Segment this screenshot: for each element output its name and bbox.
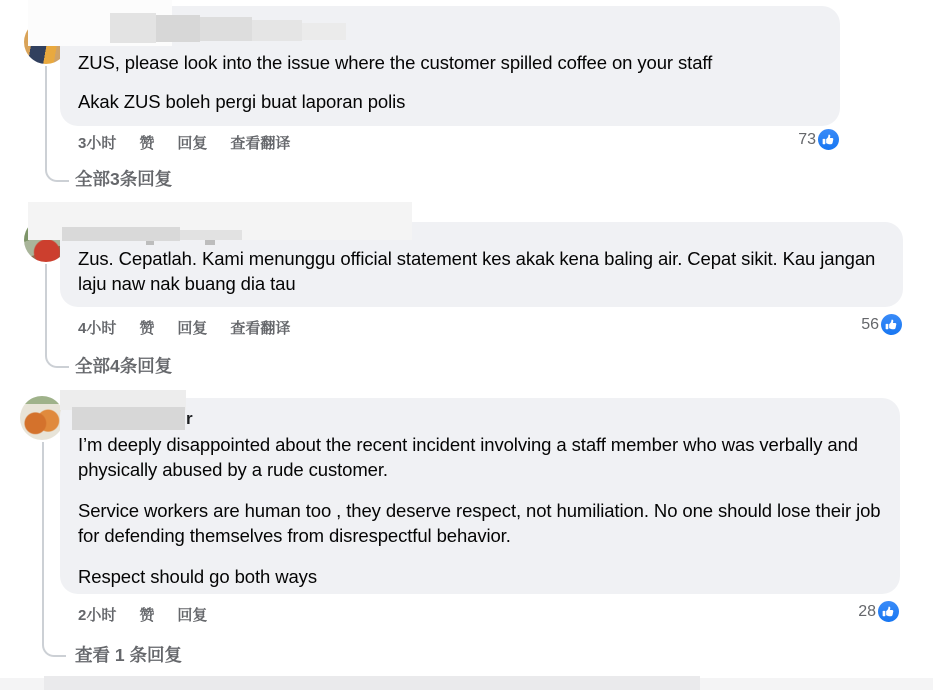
name-redaction-block <box>62 227 180 241</box>
thumbs-up-icon <box>880 313 903 336</box>
like-count: 28 <box>858 602 876 620</box>
thumbs-up-icon <box>817 128 840 151</box>
like-count: 56 <box>861 315 879 333</box>
reply-action[interactable]: 回复 <box>177 135 208 152</box>
comment-bubble <box>60 398 900 594</box>
see-translation-action[interactable]: 查看翻译 <box>230 135 291 152</box>
name-redaction-block <box>180 230 242 240</box>
next-element-cutoff <box>44 676 700 690</box>
reaction-counter[interactable] <box>861 313 903 336</box>
comment-meta-row <box>78 604 900 625</box>
timestamp-link[interactable]: 3小时 <box>78 135 117 152</box>
name-residue-mark <box>205 240 215 245</box>
thumbs-up-icon <box>877 600 900 623</box>
like-action[interactable]: 赞 <box>139 607 155 624</box>
timestamp-link[interactable]: 4小时 <box>78 320 117 337</box>
comment-text: ZUS, please look into the issue where the customer spilled coffee on your staff <box>78 52 713 73</box>
comment-meta-row <box>78 132 840 153</box>
name-redaction-block <box>110 13 156 43</box>
comment-text: Zus. Cepatlah. Kami menunggu official statement kes akak kena baling air. Cepat sikit. Kau jangan laju naw nak buang dia tau <box>78 248 876 294</box>
like-action[interactable]: 赞 <box>139 135 155 152</box>
reply-action[interactable]: 回复 <box>177 607 208 624</box>
comment-text: Service workers are human too , they deserve respect, not humiliation. No one should lose their job for defending themselves from disrespectful behavior. <box>78 500 881 546</box>
timestamp-link[interactable]: 2小时 <box>78 607 117 624</box>
name-redaction-block <box>200 17 252 41</box>
like-count: 73 <box>798 130 816 148</box>
view-replies-link[interactable]: 全部4条回复 <box>75 356 173 376</box>
commenter-name-row <box>78 406 882 432</box>
view-replies-link[interactable]: 全部3条回复 <box>75 169 173 189</box>
reaction-counter[interactable] <box>858 600 900 623</box>
comment-text: Respect should go both ways <box>78 566 317 587</box>
reply-action[interactable]: 回复 <box>177 320 208 337</box>
view-replies-link[interactable]: 查看 1 条回复 <box>75 645 182 665</box>
see-translation-action[interactable]: 查看翻译 <box>230 320 291 337</box>
comment-meta-row <box>78 317 903 338</box>
name-residue-mark <box>146 241 154 245</box>
reaction-counter[interactable] <box>798 128 840 151</box>
commenter-name-fragment[interactable]: r <box>186 409 193 428</box>
name-redaction-block <box>302 23 346 40</box>
comment-text: I’m deeply disappointed about the recent incident involving a staff member who was verbally and physically abused by a rude customer. <box>78 434 858 480</box>
name-redaction-block <box>156 15 200 42</box>
name-redaction-block <box>252 20 302 41</box>
like-action[interactable]: 赞 <box>139 320 155 337</box>
name-redaction-block <box>72 407 185 430</box>
avatar[interactable] <box>20 396 64 440</box>
comment-text: Akak ZUS boleh pergi buat laporan polis <box>78 91 406 112</box>
